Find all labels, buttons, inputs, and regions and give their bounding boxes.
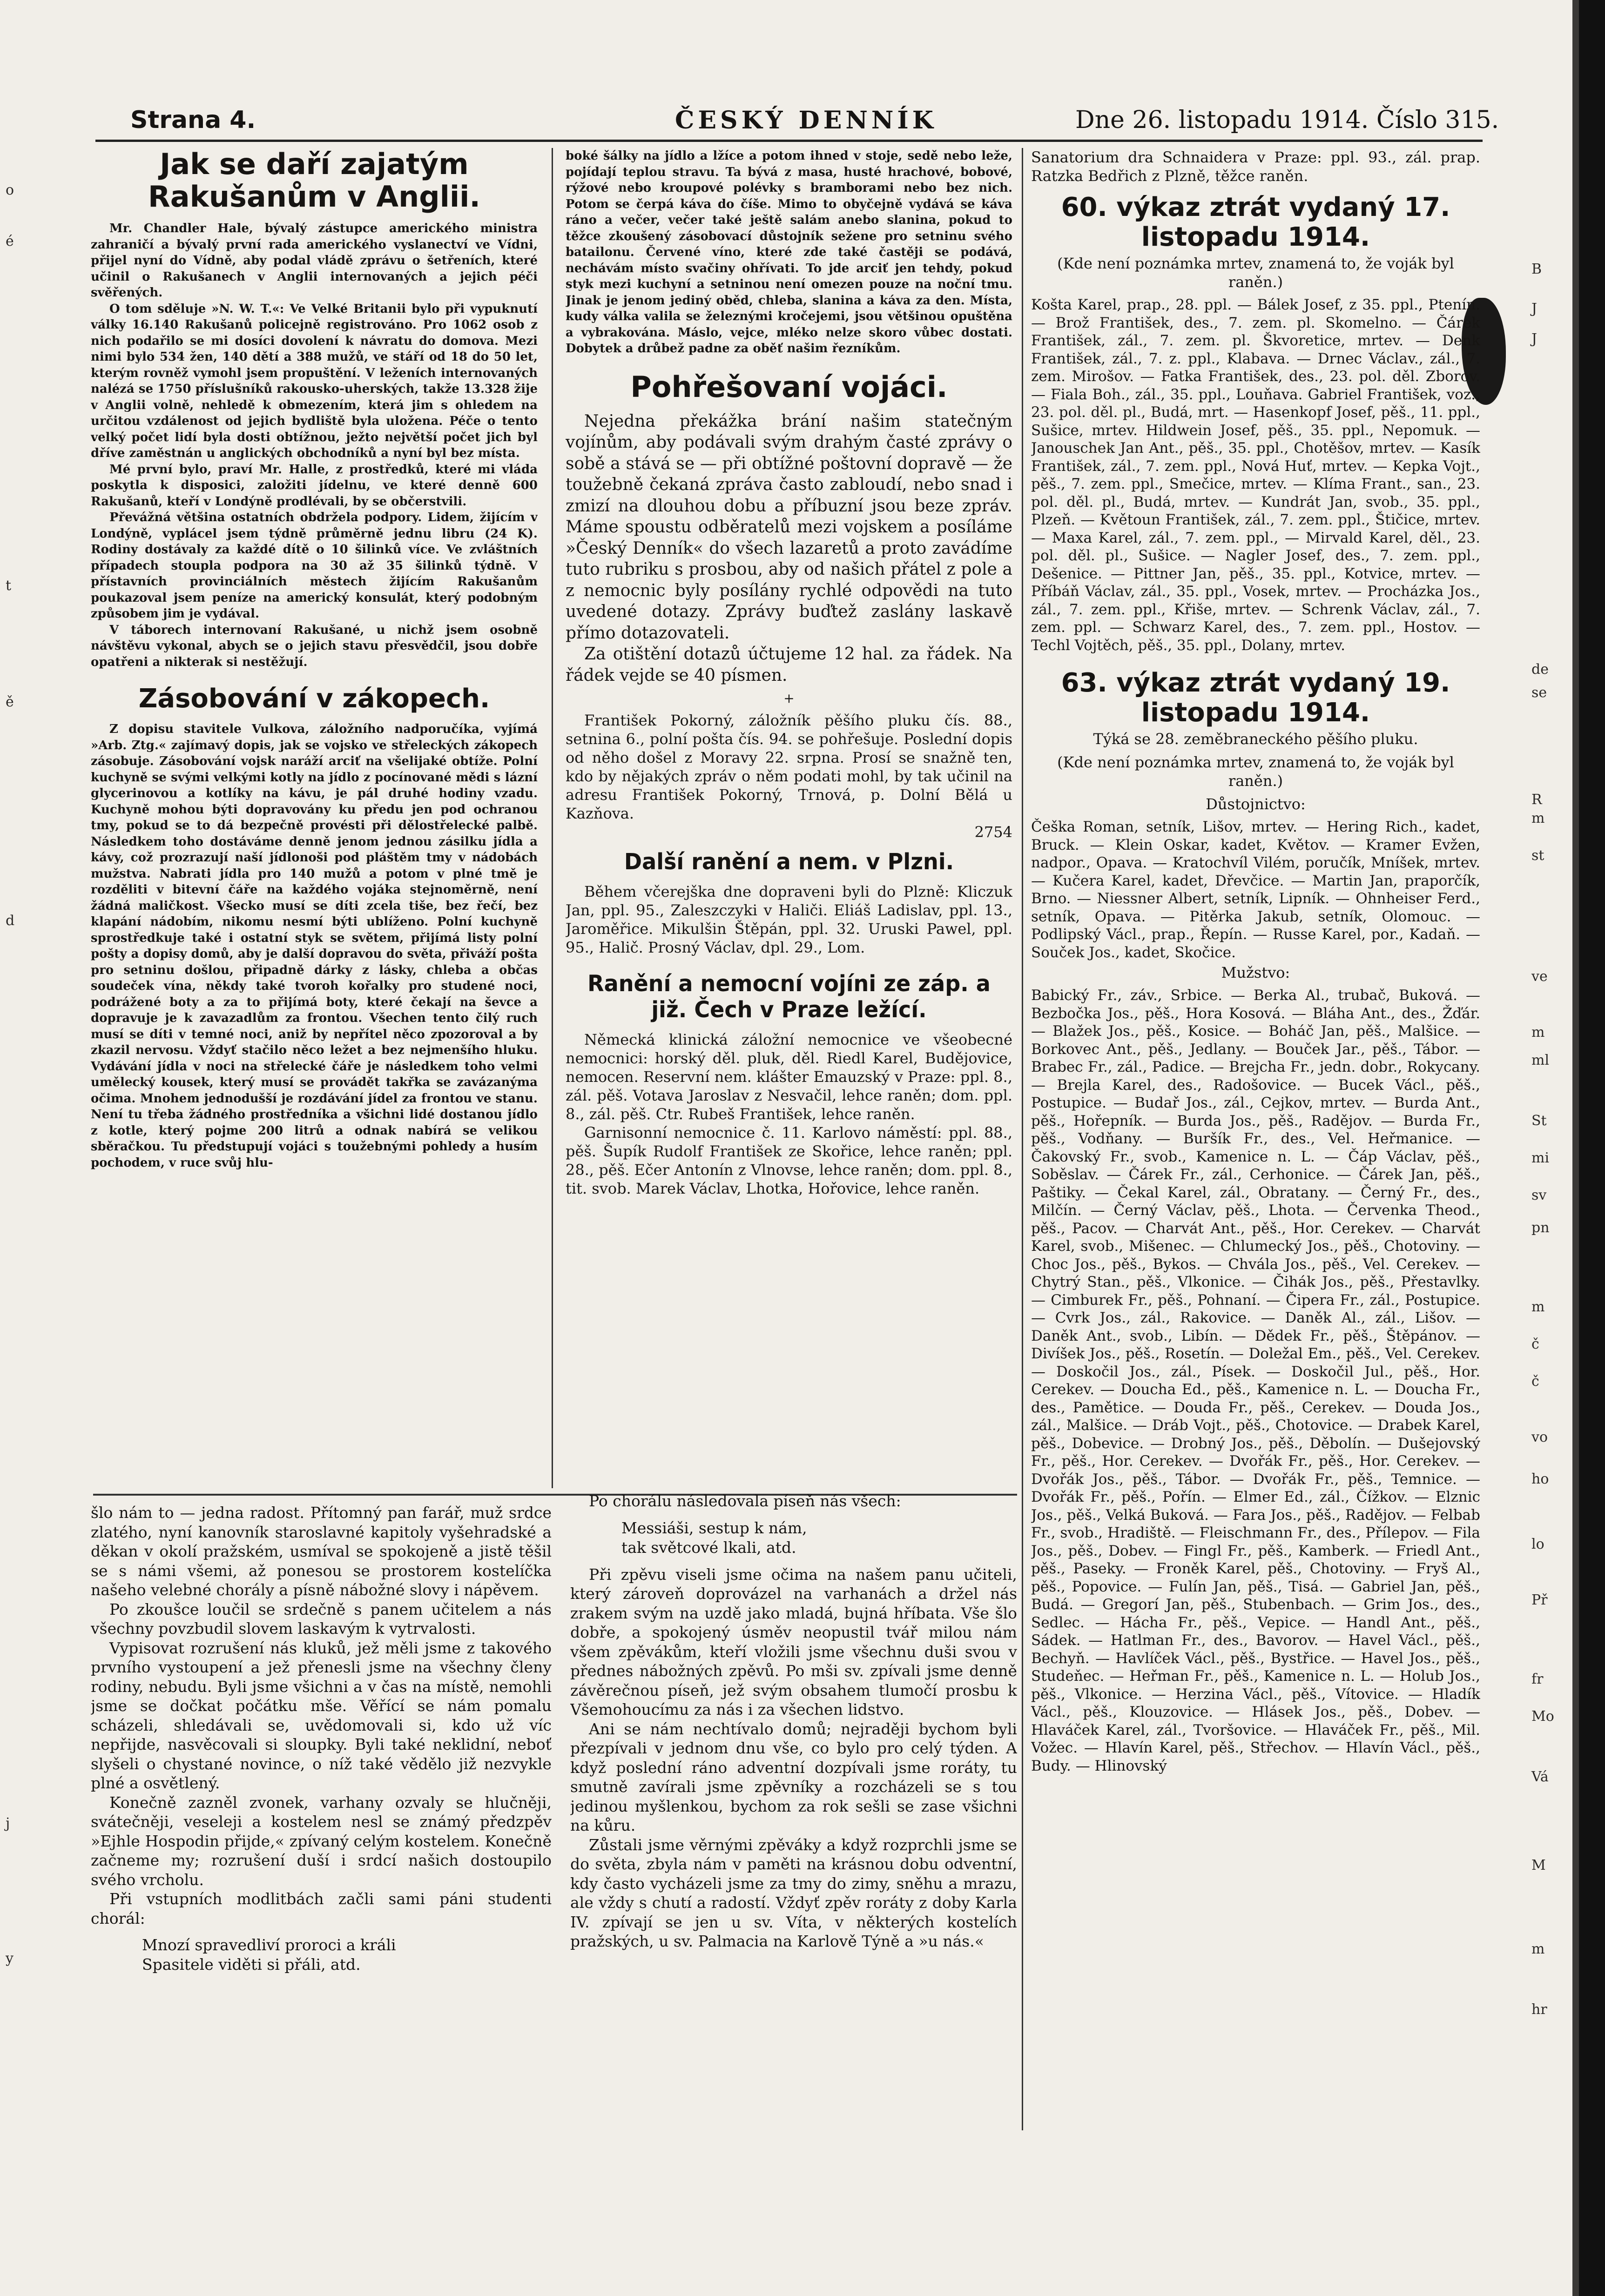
- edge-fragment: č: [1531, 1373, 1539, 1390]
- article-paragraph: Nejedna překážka brání našim statečným vojínům, aby podávali svým drahým časté zprávy o sobě a stává se — při obtížné poštovní dopravě — že toužebně čekaná zpráva často zabloudí, nebo snad i zmizí na dlouhou dobu a příbuzní jsou beze zpráv. Máme spoustu odběratelů mezi vojskem a posíláme »Český Denník« do všech lazaretů a proto zavádíme tuto rubriku s prosbou, aby od našich přátel z pole a z nemocnic byly posílány rychlé odpovědi na tuto uvedené dotazy. Zprávy buďtež zaslány laskavě přímo dotazovateli.: [566, 411, 1012, 643]
- edge-fragment: de: [1531, 661, 1549, 678]
- article-headline: Zásobování v zákopech.: [138, 684, 490, 714]
- page-edge-shadow: [1572, 0, 1579, 2296]
- article-column-2: [566, 148, 1012, 1488]
- casualty-report-headline: 63. výkaz ztrát vydaný 19. listopadu 1914.: [1061, 668, 1450, 728]
- article-paragraph: Mé první bylo, praví Mr. Halle, z prostředků, které mi vláda poskytla k disposici, založiti jídelnu, ve které denně 600 Rakušanů, kteří v Londýně prodlévali, by se občerstvili.: [91, 462, 538, 509]
- article-paragraph: Ani se nám nechtívalo domů; nejraději bychom byli přezpívali v jednom dnu vše, co bylo pro celý týden. A když poslední ráno adventní dozpívali jsme roráty, tu smutně zavírali jsme zpěvníky a rozcházeli se s tou jedinou myšlenkou, bychom za rok sešli se zase všichni na kůru.: [570, 1719, 1017, 1834]
- column-divider: [552, 148, 553, 1488]
- page-header: [130, 106, 1499, 143]
- article-headline: Jak se daří zajatým Rakušanům v Anglii.: [148, 148, 480, 214]
- edge-fragment: fr: [1531, 1671, 1544, 1687]
- article-paragraph: Za otištění dotazů účtujeme 12 hal. za řádek. Na řádek vejde se 40 písmen.: [566, 644, 1012, 685]
- article-paragraph: Mr. Chandler Hale, bývalý zástupce amerického ministra zahraničí a bývalý první rada amerického vyslanectví ve Vídni, přijel nyní do Vídně, aby podal vládě zprávu o šetřeních, které učinil o Rakušanech v Anglii internovaných a jejich péči svěřených.: [91, 222, 538, 300]
- edge-fragment: hr: [1531, 2001, 1547, 2018]
- edge-fragment: ve: [1531, 968, 1548, 985]
- edge-fragment: t: [6, 577, 12, 594]
- edge-fragment: M: [1531, 1857, 1546, 1873]
- edge-fragment: é: [6, 233, 14, 249]
- edge-fragment: ě: [6, 694, 14, 710]
- edge-fragment: R: [1531, 792, 1542, 808]
- verse-line: tak světcové lkali, atd.: [621, 1538, 796, 1557]
- casualty-note: (Kde není poznámka mrtev, znamená to, že voják byl raněn.): [1057, 255, 1454, 291]
- casualty-list-column: [1031, 148, 1480, 2270]
- edge-fragment: d: [6, 913, 15, 929]
- verse-line: Mnozí spravedliví proroci a králi: [142, 1936, 396, 1954]
- edge-fragment: Př: [1531, 1592, 1548, 1608]
- edge-fragment: St: [1531, 1113, 1547, 1129]
- article-column-1-lower: [91, 1503, 552, 2108]
- edge-fragment: m: [1531, 1299, 1545, 1315]
- edge-fragment: Mo: [1531, 1708, 1554, 1725]
- edge-fragment: mi: [1531, 1150, 1550, 1166]
- page-number: Strana 4.: [130, 106, 256, 134]
- article-paragraph: František Pokorný, záložník pěšího pluku čís. 88., setnina 6., polní pošta čís. 94. se pohřešuje. Poslední dopis od něho došel z Moravy 22. srpna. Prosí se snažně ten, kdo by nějakých zpráv o něm podati mohl, by tak učinil na adresu František Pokorný, Trnová, p. Dolní Bělá u Kazňova.: [566, 712, 1012, 822]
- edge-fragment: J: [1531, 331, 1538, 347]
- section-label-officers: Důstojnictvo:: [1206, 795, 1306, 813]
- article-paragraph: Po chorálu následovala píseň nás všech:: [589, 1492, 901, 1510]
- edge-fragment: y: [6, 1950, 13, 1967]
- scan-border: [1579, 0, 1605, 2296]
- separator-mark: +: [783, 691, 795, 706]
- header-rule: [95, 140, 1483, 142]
- edge-fragment: pn: [1531, 1220, 1550, 1236]
- article-headline: Další ranění a nem. v Plzni.: [624, 849, 954, 875]
- edge-fragment: J: [1531, 301, 1538, 317]
- article-paragraph: Převážná většina ostatních obdržela podpory. Lidem, žijícím v Londýně, vyplácel jsem týdně průměrně jednu libru (24 K). Rodiny dostávaly za každé dítě o 10 šilinků více. Ve zvláštních případech stoupla podpora na 30 až 35 šilinků týdně. V přístavních provinciálních městech žijícím Rakušanům poukazoval jsem peníze na americký konsulát, který podobným způsobem jim je vydával.: [91, 510, 538, 621]
- edge-fragment: m: [1531, 1024, 1545, 1041]
- casualty-list: Košta Karel, prap., 28. ppl. — Bálek Josef, z 35. ppl., Ptenín. — Brož František, des., 7. zem. pl. Skomelno. — Čárek František, zál., 7. zem. pl. Škvoretice, mrtev. — Denk František, zál., 7. z. ppl., Klabava. — Drnec Václav., zál., 7. zem. Mirošov. — Fatka František, des., 23. pol. děl. Zborov. — Fiala Boh., zál., 35. ppl., Louňava. Gabriel František, voz., 23. pol. děl. pl., Budá, mrt. — Hasenkopf Josef, pěš., 11. ppl., Sušice, mrtev. Hildwein Josef, pěš., 35. ppl., Nepomuk. — Janouschek Jan Ant., pěš., 35. ppl., Chotěšov, mrtev. — Kasík František, zál., 7. zem. ppl., Nová Huť, mrtev. — Kepka Vojt., pěš., 7. zem. ppl., Smečice, mrtev. — Klíma Frant., san., 23. pol. děl. pl., Budá, mrtev. — Kundrát Jan, svob., 35. ppl., Plzeň. — Květoun František, zál., 7. zem. ppl., Štičice, mrtev. — Maxa Karel, zál., 7. zem. ppl., — Mirvald Karel, děl., 23. pol. děl. pl., Sušice. — Nagler Josef, des., 7. zem. ppl., Dešenice. — Pittner Jan, pěš., 35. ppl., Kotvice, mrtev. — Příbáň Václav, zál., 35. ppl., Vosek, mrtev. — Procházka Jos., zál., 7. zem. ppl., Křiše, mrtev. — Schrenk Václav, zál., 7. zem. ppl. — Schwarz Karel, des., 7. zem. ppl., Hostov. — Techl Vojtěch, pěš., 35. ppl., Dolany, mrtev.: [1031, 296, 1480, 654]
- article-paragraph: Při zpěvu viseli jsme očima na našem panu učiteli, který zároveň doprovázel na varhanách a držel nás zrakem svým na uzdě jako mladá, bujná hříbata. Vše šlo dobře, a spokojený úsměv neopustil tvář milou nám všem zpěvákům, kteří vložili jsme všechnu duši svou v přednes nábožných zpěvů. Po mši sv. zpívali jsme denně závěrečnou píseň, jež svým obsahem tlumočí prosbu k Všemohoucímu za nás i za všechen lidstvo.: [570, 1565, 1017, 1719]
- article-headline: Pohřešovaní vojáci.: [630, 369, 948, 404]
- article-paragraph: Konečně zazněl zvonek, varhany ozvaly se hlučněji, svátečněji, veseleji a kostelem nesl se známý předzpěv »Ejhle Hospodin přijde,« zpívaný celým kostelem. Konečně začneme my; rozrušení duší i srdcí našich dostoupilo svého vrcholu.: [91, 1793, 552, 1889]
- article-column-2-lower: [570, 1491, 1017, 2115]
- verse-line: Spasitele viděti si přáli, atd.: [142, 1955, 361, 1974]
- article-paragraph: šlo nám to — jedna radost. Přítomný pan farář, muž srdce zlatého, nyní kanovník staroslavné kapitoly vyšehradské a děkan v okolí pražském, usmíval se spokojeně a jistě těšil se s námi všemi, až ponesou se prostorem kostelíčka našeho velebné chorály a písně nábožné slovy i nápěvem.: [91, 1504, 552, 1599]
- article-paragraph: Sanatorium dra Schnaidera v Praze: ppl. 93., zál. prap. Ratzka Bedřich z Plzně, těžce raněn.: [1031, 148, 1480, 185]
- edge-fragment: lo: [1531, 1536, 1544, 1552]
- verse-line: Messiáši, sestup k nám,: [621, 1518, 807, 1537]
- edge-fragment: č: [1531, 1336, 1539, 1352]
- edge-fragment: j: [6, 1815, 10, 1832]
- section-label-men: Mužstvo:: [1221, 964, 1290, 981]
- edge-fragment: ho: [1531, 1471, 1549, 1487]
- edge-fragment: B: [1531, 261, 1542, 277]
- article-paragraph: Po zkoušce loučil se srdečně s panem učitelem a nás všechny povzbudil slovem laskavým k vytrvalosti.: [91, 1600, 552, 1638]
- casualty-report-headline: 60. výkaz ztrát vydaný 17. listopadu 1914.: [1061, 192, 1450, 252]
- article-paragraph: Německá klinická záložní nemocnice ve všeobecné nemocnici: horský děl. pluk, děl. Riedl Karel, Budějovice, nemocen. Reservní nem. klášter Emauzský v Praze: ppl. 8., zál. pěš. Votava Jaroslav z Nesvačil, lehce raněn; dom. ppl. 8., zál. pěš. Ctr. Rubeš František, lehce raněn.: [566, 1031, 1012, 1123]
- issue-date: Dne 26. listopadu 1914. Číslo 315.: [1075, 106, 1499, 134]
- ad-number: 2754: [974, 823, 1012, 841]
- edge-fragment: vo: [1531, 1429, 1548, 1445]
- edge-fragment: Vá: [1531, 1769, 1549, 1785]
- article-paragraph: Z dopisu stavitele Vulkova, záložního nadporučíka, vyjímá »Arb. Ztg.« zajímavý dopis, jak se vojsko ve střeleckých zákopech zásobuje. Zásobování vojsk naráží arciť na všelijaké obtíže. Polní kuchyně se svými velkými kotly na jídlo z pocínované mědi s lázní glycerinovou a kotlíky na kávu, je pál druhé hodiny vzadu. Kuchyně mohou býti dopravovány ku předu jen pod ochranou tmy, pokud se to dá bezpečně provésti při dělostřelecké palbě. Následkem toho dostáváme denně jenom jednou zásilku jídla a kávy, což prozrazují naší jídlonoši pod pláštěm tmy v nádobách mužstva. Nabrati jídla pro 140 mužů a potom v plné tmě je rozděliti v bitevní čáře na každého vojáka stejnoměrně, není žádná maličkost. Všecko musí se díti zcela tiše, bez řečí, bez klapání nádobím, nikomu nesmí býti ublíženo. Polní kuchyně sprostředkuje také i ostatní styk se světem, přijímá listy polní pošty a dopisy domů, aby je další dopravou do světa, přiváží pošta pro setninu došlou, připadně dárky z lásky, chleba a občas soudeček vína, někdy také tvoroh kořalky pro studené noci, podrážené boty a za to přijímá boty, které čekají na ševce a dopravuje je k zavazadlům za frontou. Všechen tento čilý ruch musí se díti v temné noci, aniž by nepřítel něco zpozoroval a by zkazil nervosu. Vždyť stačilo něco ležet a bez nejmenšího hluku. Vydávání jídla v noci na střelecké čáře je následkem toho velmi umělecký kousek, který musí se provádět takřka se zavázanýma očima. Mnohem jednodušší je rozdávání jídel za frontou ve stanu. Není tu třeba žádného prostředníka a všichni lidé dostanou jídlo z kotle, který pojme 200 litrů a odnak nabírá se velikou sběračkou. Tu předstupují vojáci s toužebnými pohledy a husím pochodem, v ruce svůj hlu-: [91, 722, 538, 1170]
- edge-fragment: m: [1531, 1941, 1545, 1957]
- column-divider: [1022, 148, 1023, 2130]
- casualty-subtitle: Týká se 28. zeměbraneckého pěšího pluku.: [1093, 730, 1418, 748]
- article-paragraph: boké šálky na jídlo a lžíce a potom ihned v stoje, sedě nebo leže, pojídají teplou stravu. Ta bývá z masa, husté hrachové, bobové, rýžové nebo kroupové polévky s bramborami nebo bez nich. Potom se čerpá káva do číše. Mimo to obyčejně vydává se káva ráno a večer, večer také ještě salám anebo slanina, pokud to těžce zkoušený zásobovací důstojník sežene pro setninu svého batailonu. Červené víno, které zde také častěji se podává, nechávám místo svačiny ohřívati. To jde arciť jen tehdy, pokud styk mezi kuchyní a setninou není omezen pouze na noční tmu. Jinak je jenom jediný oběd, chleba, slanina a káva za den. Místa, kudy válka valila se železnými kročejemi, jsou většinou opuštěna a vybrakována. Máslo, vejce, mléko nelze skoro vůbec dostati. Dobytek a drůbež padne za oběť našim řezníkům.: [566, 149, 1012, 356]
- article-paragraph: Při vstupních modlitbách začli sami páni studenti chorál:: [91, 1890, 552, 1927]
- newspaper-title: ČESKÝ DENNÍK: [675, 106, 937, 134]
- article-paragraph: Garnisonní nemocnice č. 11. Karlovo náměstí: ppl. 88., pěš. Šupík Rudolf František ze Skořice, lehce raněn; ppl. 28., pěš. Ečer Antonín z Vlnovse, lehce raněn; dom. ppl. 8., tit. svob. Marek Václav, Lhotka, Hořovice, lehce raněn.: [566, 1124, 1012, 1197]
- article-paragraph: Zůstali jsme věrnými zpěváky a když rozprchli jsme se do světa, zbyla nám v paměti na krásnou dobu odventní, kdy často vycházeli jsme za tmy do zimy, sněhu a mrazu, ale vždy s chutí a radostí. Vždyť zpěv roráty z doby Karla IV. zpívají se jen u sv. Víta, v některých kostelích pražských, u sv. Palmacia na Karlově Týně a »u nás.«: [570, 1835, 1017, 1950]
- article-paragraph: Vypisovat rozrušení nás kluků, jež měli jsme z takového prvního vystoupení a jež přenesli jsme na všechny členy rodiny, nebudu. Byli jsme všichni a v čas na místě, nemohli jsme se dočkat počátku mše. Věřící se nám pomalu scházeli, shledávali se, uvědomovali si, kdo už víc nepřijde, nasvěcovali si sloupky. Byli také neklidní, neboť slyšeli o chystané novince, o níž také vědělo již nezvykle plné a osvětlený.: [91, 1638, 552, 1792]
- article-paragraph: O tom sděluje »N. W. T.«: Ve Velké Britanii bylo při vypuknutí války 16.140 Rakušanů policejně registrováno. Pro 1062 osob z nich podařilo se mi dosíci dovolení k návratu do domova. Mezi nimi bylo 534 žen, 140 dětí a 388 mužů, ve stáří od 18 do 50 let, kterým rovněž vymohl jsem propuštění. V leženích internovaných nalézá se 1750 příslušníků rakousko-uherských, takže 13.328 žije v Anglii volně, nehledě k obmezením, která jim s ohledem na určitou vzdálenost od jejich bydliště byla uložena. Péče o tento velký počet lidí byla dosti obtížnou, ježto největší počet jich byl dříve zaměstnán u anglických obchodníků a nyní byl bez místa.: [91, 302, 538, 460]
- casualty-list: Češka Roman, setník, Lišov, mrtev. — Hering Rich., kadet, Bruck. — Klein Oskar, kadet, Květov. — Kramer Evžen, nadpor., Opava. — Kratochvíl Vilém, poručík, Mníšek, mrtev. — Kučera Karel, kadet, Dřevčice. — Martin Jan, praporčík, Brno. — Niessner Albert, setník, Lipník. — Ohnheiser Ferd., setník, Opava. — Pitěrka Jakub, setník, Olomouc. — Podlipský Václ., prap., Řepín. — Russe Karel, por., Kadaň. — Souček Jos., kadet, Skočice.: [1031, 819, 1480, 961]
- edge-fragment: se: [1531, 685, 1547, 701]
- edge-fragment: o: [6, 182, 14, 198]
- edge-fragment: ml: [1531, 1052, 1550, 1068]
- article-paragraph: V táborech internovaní Rakušané, u nichž jsem osobně návštěvu vykonal, abych se o jejich stavu přesvědčil, jsou dobře opatřeni a nikterak si nestěžují.: [91, 623, 538, 669]
- article-headline: Ranění a nemocní vojíni ze záp. a již. Čech v Praze ležící.: [587, 971, 991, 1023]
- edge-fragment: m: [1531, 810, 1545, 826]
- edge-fragment: st: [1531, 847, 1544, 864]
- casualty-list: Babický Fr., záv., Srbice. — Berka Al., trubač, Buková. — Bezbočka Jos., pěš., Hora Kosová. — Bláha Ant., des., Žďár. — Blažek Jos., pěš., Kosice. — Boháč Jan, pěš., Malšice. — Borkovec Ant., pěš., Jedlany. — Bouček Jar., pěš., Tábor. — Brabec Fr., zál., Padice. — Brejcha Fr., jedn. dobr., Rokycany. — Brejla Karel, des., Radošovice. — Bucek Václ., pěš., Postupice. — Budař Jos., zál., Cejkov, mrtev. — Burda Ant., pěš., Hořepník. — Burda Jos., pěš., Radějov. — Burda Fr., pěš., Vodňany. — Buršík Fr., des., Vel. Heřmanice. — Čakovský Fr., svob., Kamenice n. L. — Čáp Václav, pěš., Soběslav. — Čárek Fr., zál., Cerhonice. — Čárek Jan, pěš., Paštiky. — Čekal Karel, zál., Obratany. — Černý Fr., des., Milčín. — Černý Václav, pěš., Lhota. — Červenka Theod., pěš., Pacov. — Charvát Ant., pěš., Hor. Cerekev. — Charvát Karel, svob., Mišenec. — Chlumecký Jos., pěš., Chotoviny. — Choc Jos., pěš., Bykos. — Chvála Jos., pěš., Vel. Cerekev. — Chytrý Stan., pěš., Vlkonice. — Čihák Jos., pěš., Přestavlky. — Cimburek Fr., pěš., Pohnaní. — Čipera Fr., zál., Postupice. — Cvrk Jos., zál., Rakovice. — Daněk Al., zál., Lišov. — Daněk Ant., svob., Libín. — Dědek Fr., pěš., Štěpánov. — Divíšek Jos., pěš., Rosetín. — Doležal Em., pěš., Vel. Cerekev. — Doskočil Jos., zál., Písek. — Doskočil Jul., pěš., Hor. Cerekev. — Doucha Ed., pěš., Kamenice n. L. — Doucha Fr., des., Pamětice. — Douda Fr., pěš., Cerekev. — Douda Jos., zál., Malšice. — Dráb Vojt., pěš., Chotovice. — Drabek Karel, pěš., Dobevice. — Drobný Jos., pěš., Děbolín. — Dušejovský Fr., pěš., Hor. Cerekev. — Dvořák Fr., pěš., Hor. Cerekev. — Dvořák Jos., pěš., Tábor. — Dvořák Fr., pěš., Temnice. — Dvořák Fr., pěš., Pořín. — Elmer Ed., zál., Čížkov. — Elznic Jos., pěš., Velká Buková. — Fara Jos., pěš., Radějov. — Felbab Fr., svob., Hradiště. — Fleischmann Fr., des., Přílepov. — Fila Jos., pěš., Dobev. — Fingl Fr., pěš., Kamberk. — Friedl Ant., pěš., Paseky. — Froněk Karel, pěš., Chotoviny. — Fryš Al., pěš., Popovice. — Fulín Jan, pěš., Tisá. — Gabriel Jan, pěš., Budá. — Gregorí Jan, pěš., Stubenbach. — Grim Jos., des., Sedlec. — Hácha Fr., pěš., Vepice. — Handl Ant., pěš., Sádek. — Hatlman Fr., des., Bavorov. — Havel Václ., pěš., Bechyň. — Havlíček Václ., pěš., Bystřice. — Havel Jos., pěš., Studeňec. — Heřman Fr., pěš., Kamenice n. L. — Holub Jos., pěš., Vlkonice. — Herzina Václ., pěš., Vítovice. — Hladík Václ., pěš., Klouzovice. — Hlásek Jos., pěš., Dobev. — Hlaváček Karel, zál., Tvoršovice. — Hlaváček Fr., pěš., Mil. Vožec. — Hlavín Karel, pěš., Střechov. — Hlavín Václ., pěš., Budy. — Hlinovský: [1031, 987, 1480, 1774]
- edge-fragment: sv: [1531, 1187, 1547, 1203]
- casualty-note: (Kde není poznámka mrtev, znamená to, že voják byl raněn.): [1057, 753, 1454, 790]
- article-paragraph: Během včerejška dne dopraveni byli do Plzně: Kliczuk Jan, ppl. 95., Zaleszczyki v Haliči. Eliáš Ladislav, ppl. 13., Jaroměřice. Mikulšin Štěpán, ppl. 32. Uruski Pawel, ppl. 95., Halič. Prosný Václav, dpl. 29., Lom.: [566, 883, 1012, 956]
